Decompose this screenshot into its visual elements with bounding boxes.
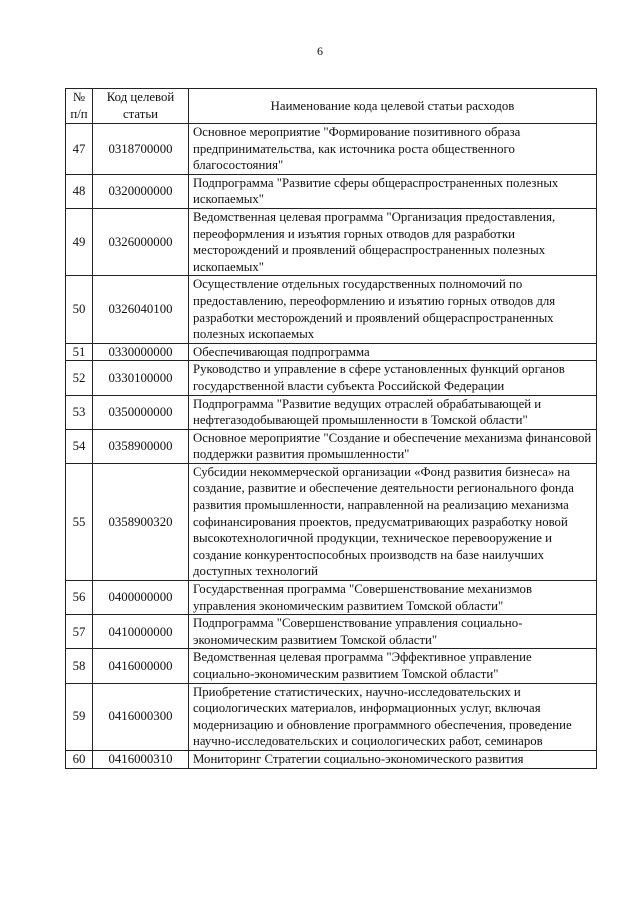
page-number: 6 [317,44,323,58]
table-row [66,581,597,615]
table-row [66,683,597,750]
row-num: 56 [66,581,93,615]
table-row [66,208,597,275]
table-row [66,395,597,429]
row-name: Основное мероприятие "Формирование позитивного образа предпринимательства, как источника роста общественного благосостояния" [189,124,597,175]
row-code: 0358900000 [93,429,189,463]
row-num: 49 [66,208,93,275]
table-row [66,276,597,343]
row-name: Подпрограмма "Развитие ведущих отраслей обрабатывающей и нефтегазодобывающей промышленности в Томской области" [189,395,597,429]
row-num: 53 [66,395,93,429]
row-code: 0416000300 [93,683,189,750]
row-code: 0400000000 [93,581,189,615]
row-name: Ведомственная целевая программа "Эффективное управление социально-экономическим развитием Томской области" [189,649,597,683]
row-name: Субсидии некоммерческой организации «Фонд развития бизнеса» на создание, развитие и обеспечение деятельности регионального фонда развития промышленности, направленной на реализацию механизма софинансирования проектов, предусматривающих разработку новой высокотехнологичной продукции, техническое перевооружение и создание конкурентоспособных производств на базе наилучших доступных технологий [189,463,597,580]
row-code: 0416000000 [93,649,189,683]
row-num: 51 [66,343,93,361]
row-code: 0330000000 [93,343,189,361]
target-codes-table [65,88,597,769]
row-num: 57 [66,615,93,649]
row-num: 52 [66,361,93,395]
row-code: 0326040100 [93,276,189,343]
header-num: № п/п [66,89,93,124]
row-name: Приобретение статистических, научно-исследовательских и социологических материалов, информационных услуг, включая модернизацию и обновление программного обеспечения, проведение научно-исследовательских и социологических работ, семинаров [189,683,597,750]
header-code: Код целевой статьи [93,89,189,124]
row-num: 50 [66,276,93,343]
row-name: Осуществление отдельных государственных полномочий по предоставлению, переоформлению и изъятию горных отводов для разработки месторождений и проявлений общераспространенных полезных ископаемых [189,276,597,343]
row-name: Подпрограмма "Совершенствование управления социально-экономическим развитием Томской области" [189,615,597,649]
row-code: 0416000310 [93,750,189,768]
row-name: Обеспечивающая подпрограмма [189,343,597,361]
row-name: Основное мероприятие "Создание и обеспечение механизма финансовой поддержки развития промышленности" [189,429,597,463]
row-code: 0320000000 [93,174,189,208]
row-num: 54 [66,429,93,463]
table-row [66,174,597,208]
row-code: 0350000000 [93,395,189,429]
table-row [66,750,597,768]
row-num: 48 [66,174,93,208]
row-code: 0358900320 [93,463,189,580]
table-row [66,361,597,395]
row-name: Ведомственная целевая программа "Организация предоставления, переоформления и изъятия горных отводов для разработки месторождений и проявлений общераспространенных полезных ископаемых" [189,208,597,275]
row-name: Мониторинг Стратегии социально-экономического развития [189,750,597,768]
table-row [66,124,597,175]
table-row [66,343,597,361]
row-name: Подпрограмма "Развитие сферы общераспространенных полезных ископаемых" [189,174,597,208]
row-code: 0326000000 [93,208,189,275]
row-code: 0410000000 [93,615,189,649]
row-name: Руководство и управление в сфере установленных функций органов государственной власти субъекта Российской Федерации [189,361,597,395]
row-num: 60 [66,750,93,768]
table-row [66,649,597,683]
row-name: Государственная программа "Совершенствование механизмов управления экономическим развитием Томской области" [189,581,597,615]
table-header-row [66,89,597,124]
table-row [66,615,597,649]
row-num: 58 [66,649,93,683]
table-row [66,463,597,580]
row-num: 47 [66,124,93,175]
row-code: 0330100000 [93,361,189,395]
table-row [66,429,597,463]
row-num: 55 [66,463,93,580]
row-code: 0318700000 [93,124,189,175]
row-num: 59 [66,683,93,750]
header-name: Наименование кода целевой статьи расходов [189,89,597,124]
